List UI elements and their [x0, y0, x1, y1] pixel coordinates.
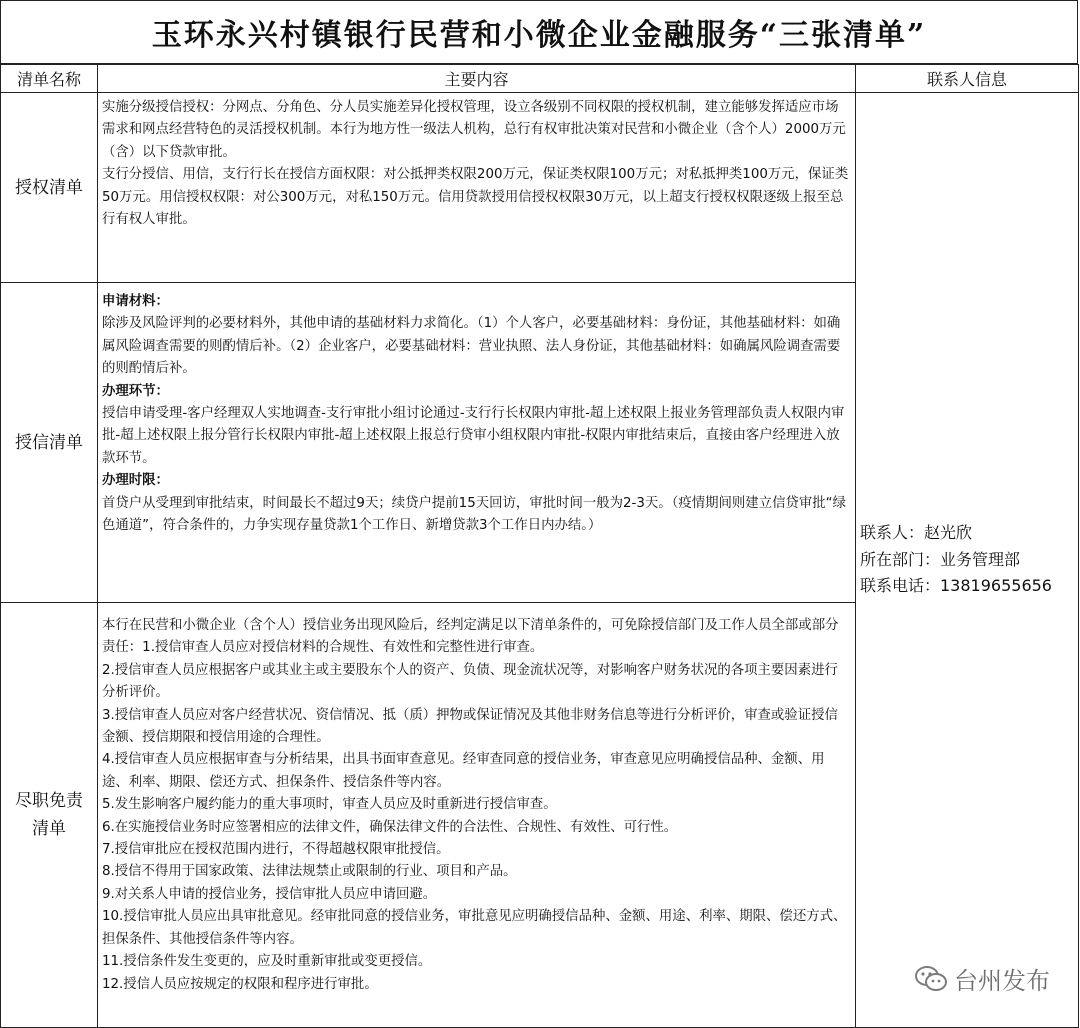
section-heading: 办理时限：: [102, 473, 169, 489]
content-paragraph: 7.授信审批应在授权范围内进行，不得超越权限审批授信。: [102, 842, 450, 858]
section-text: 首贷户从受理到审批结束，时间最长不超过9天；续贷户提前15天回访，审批时间一般为2-3天。（疫情期间则建立信贷审批“绿色通道”，符合条件的，力争实现存量贷款1个工作日、新增贷款3个工作日内办结。）: [102, 495, 846, 534]
header-contact-info: 联系人信息: [856, 65, 1079, 93]
table-row-authorization: [1, 93, 1079, 283]
row-name-exemption: [1, 603, 98, 1028]
section-text: 除涉及风险评判的必要材料外，其他申请的基础材料力求简化。（1）个人客户，必要基础材料：身份证，其他基础材料：如确属风险调查需要的则酌情后补。（2）企业客户，必要基础材料：营业执照、法人身份证，其他基础材料：如确属风险调查需要的则酌情后补。: [102, 316, 841, 377]
content-paragraph: 本行在民营和小微企业（含个人）授信业务出现风险后，经判定满足以下清单条件的，可免除授信部门及工作人员全部或部分责任：1.授信审查人员应对授信材料的合规性、有效性和完整性进行审查。: [102, 618, 839, 656]
row-name-line: 清单: [32, 819, 66, 839]
row-name-line: 尽职免责: [15, 791, 83, 811]
row-name-credit: 授信清单: [1, 283, 98, 603]
content-paragraph: 4.授信审查人员应根据审查与分析结果，出具书面审查意见。经审查同意的授信业务，审查意见应明确授信品种、金额、用途、利率、期限、偿还方式、担保条件、授信条件等内容。: [102, 752, 825, 790]
content-paragraph: 11.授信条件发生变更的，应及时重新审批或变更授信。: [102, 954, 432, 970]
page-title: 玉环永兴村镇银行民营和小微企业金融服务“三张清单”: [0, 0, 1078, 64]
contact-info-cell: [856, 93, 1079, 1028]
content-paragraph: 10.授信审批人员应出具审批意见。经审批同意的授信业务，审批意见应明确授信品种、金额、用途、利率、期限、偿还方式、担保条件、其他授信条件等内容。: [102, 909, 847, 947]
row-name-authorization: 授权清单: [1, 93, 98, 283]
content-paragraph: 支行分授信、用信，支行行长在授信方面权限：对公抵押类权限200万元，保证类权限100万元；对私抵押类100万元，保证类50万元。用信授权权限：对公300万元，对私150万元。信用贷款授用信授权权限30万元，以上超支行授权权限逐级上报至总行有权人审批。: [102, 167, 849, 228]
checklist-table: [0, 64, 1079, 1028]
content-paragraph: 9.对关系人申请的授信业务，授信审批人员应申请回避。: [102, 886, 437, 902]
watermark: [914, 961, 1050, 996]
row-content-authorization: [98, 93, 856, 283]
header-main-content: 主要内容: [98, 65, 856, 93]
section-heading: 申请材料：: [102, 294, 169, 309]
content-paragraph: 5.发生影响客户履约能力的重大事项时，审查人员应及时重新进行授信审查。: [102, 797, 557, 813]
contact-department: 所在部门：业务管理部: [860, 549, 1021, 569]
row-content-exemption: [98, 603, 856, 1028]
content-paragraph: 12.授信人员应按规定的权限和程序进行审批。: [102, 976, 378, 992]
contact-person: 联系人：赵光欣: [860, 523, 973, 543]
watermark-text: 台州发布: [954, 967, 1050, 995]
table-header-row: [1, 65, 1079, 93]
row-content-credit: [98, 283, 856, 603]
content-paragraph: 实施分级授信授权：分网点、分角色、分人员实施差异化授权管理，设立各级别不同权限的授权机制，建立能够发挥适应市场需求和网点经营特色的灵活授权机制。本行为地方性一级法人机构，总行有权审批决策对民营和小微企业（含个人）2000万元（含）以下贷款审批。: [102, 100, 846, 160]
section-heading: 办理环节：: [102, 383, 169, 399]
content-paragraph: 3.授信审查人员应对客户经营状况、资信情况、抵（质）押物或保证情况及其他非财务信息等进行分析评价，审查或验证授信金额、授信期限和授信用途的合理性。: [102, 707, 838, 746]
content-paragraph: 6.在实施授信业务时应签署相应的法律文件，确保法律文件的合法性、合规性、有效性、可行性。: [102, 819, 678, 835]
section-text: 授信申请受理-客户经理双人实地调查-支行审批小组讨论通过-支行行长权限内审批-超上述权限上报业务管理部负责人权限内审批-超上述权限上报分管行长权限内审批-超上述权限上报总行贷审小组权限内审批-权限内审批结束后，直接由客户经理进入放款环节。: [102, 406, 845, 466]
header-list-name: 清单名称: [1, 65, 98, 93]
wechat-icon: [914, 965, 948, 993]
content-paragraph: 2.授信审查人员应根据客户或其业主或主要股东个人的资产、负债、现金流状况等，对影响客户财务状况的各项主要因素进行分析评价。: [102, 662, 838, 701]
contact-phone: 联系电话：13819655656: [860, 576, 1052, 596]
content-paragraph: 8.授信不得用于国家政策、法律法规禁止或限制的行业、项目和产品。: [102, 864, 517, 880]
